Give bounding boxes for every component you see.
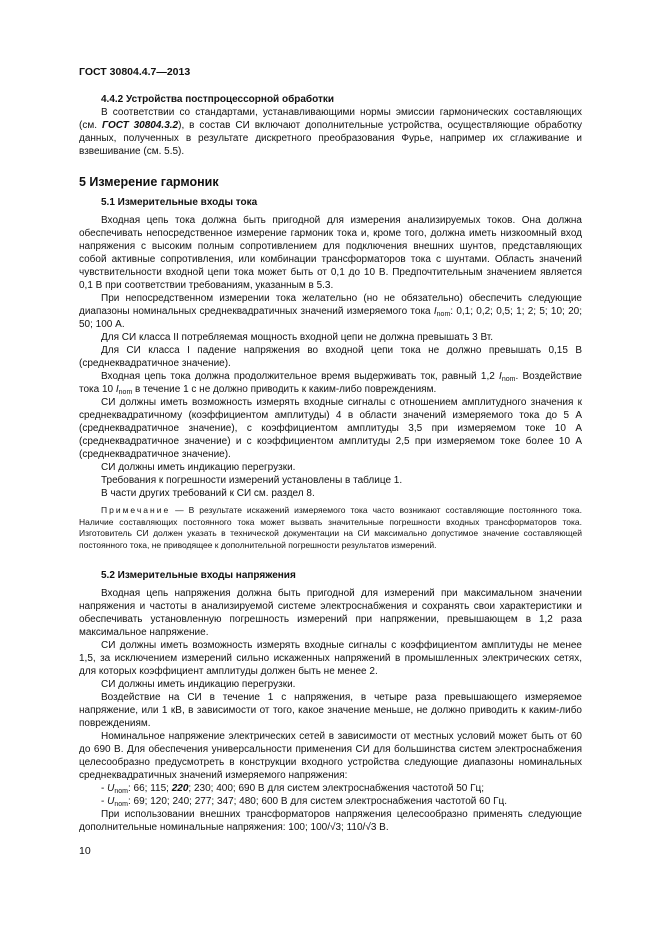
text-run: : 66; 115; xyxy=(127,783,172,794)
paragraph: При использовании внешних трансформаторов напряжения целесообразно применять следующие дополнительные номинальные напряжения: 100; 100/√3; 110/√3 В. xyxy=(79,809,582,833)
document-header: ГОСТ 30804.4.7—2013 xyxy=(79,66,191,78)
bullet-mark: - xyxy=(101,796,105,807)
subscript-nom: nom xyxy=(436,311,451,318)
section-4-4-2-title: 4.4.2 Устройства постпроцессорной обработки xyxy=(101,94,335,105)
list-item xyxy=(79,795,582,808)
note-text: — В результате искажений измеряемого тока часто возникают составляющие постоянного тока. Наличие составляющих постоянного тока может вызвать значительные погрешности входных трансформаторов тока. Изготовитель СИ должен указать в технической документации на СИ максимально допустимое значение составляющей постоянного тока, не приводящее к дополнительной погрешности результатов измерений. xyxy=(79,505,582,550)
page-number: 10 xyxy=(79,845,91,857)
paragraph: Входная цепь напряжения должна быть пригодной для измерений при максимальном значении напряжения и частоты в анализируемой системе электроснабжения и сохранять свои характеристики и обеспечивать установленную погрешность измерений при напряжении, превышающем в 1,2 раза максимальное напряжение. xyxy=(79,588,582,638)
section-5-2-title: 5.2 Измерительные входы напряжения xyxy=(101,570,296,581)
note-label: Примечание xyxy=(101,505,171,515)
variable-i: I xyxy=(115,384,119,395)
variable-i: I xyxy=(499,371,502,382)
section-5-1 xyxy=(79,196,582,551)
paragraph: Входная цепь тока должна быть пригодной для измерения анализируемых токов. Она должна обеспечивать непосредственное измерение гармоник тока и, кроме того, должна иметь низкоомный вход напряжения с высоким полным сопротивлением для подключения внешних шунтов, представляющих собой активные сопротивления, или комбинации трансформаторов тока с шунтами. Область значений чувствительности входной цепи тока может быть от 0,1 до 10 В. Предпочтительным значением является 0,1 В при соответствии требованиям, указанным в 5.3. xyxy=(79,215,582,291)
paragraph: СИ должны иметь возможность измерять входные сигналы с коэффициентом амплитуды не менее 1,5, за исключением измерений сильно искаженных напряжений в промышленных электрических сетях, для которых коэффициент амплитуды должен быть не менее 2. xyxy=(79,640,582,677)
paragraph xyxy=(79,292,582,331)
text-run: Входная цепь тока должна продолжительное время выдерживать ток, равный 1,2 xyxy=(101,371,500,382)
paragraph: СИ должны иметь возможность измерять входные сигналы с отношением амплитудного значения к среднеквадратичному (коэффициентом амплитуды) 4 в области значений измеряемого тока до 5 А (среднеквадратичное значение), с коэффициентом амплитуды 3,5 при измеряемом токе 10 А (среднеквадратичное значение) и с коэффициентом амплитуды 2,5 при измеряемом токе более 10 А (среднеквадратичное значение). xyxy=(79,397,582,460)
paragraph: Воздействие на СИ в течение 1 с напряжения, в четыре раза превышающего измеряемое напряжение, или 1 кВ, в зависимости от того, какое значение меньше, не должно приводить к каким-либо повреждениям. xyxy=(79,692,582,729)
section-5-1-title: 5.1 Измерительные входы тока xyxy=(101,197,258,208)
text-run: в течение 1 с не должно приводить к каким-либо повреждениям. xyxy=(132,384,437,395)
bullet-mark: - xyxy=(101,783,105,794)
section-5-title: 5 Измерение гармоник xyxy=(79,175,219,189)
paragraph: СИ должны иметь индикацию перегрузки. xyxy=(101,679,296,690)
text-run: . Воздействие тока 10 xyxy=(79,371,582,395)
section-4-4-2 xyxy=(79,93,582,158)
section-5-2 xyxy=(79,569,582,834)
paragraph: В части других требований к СИ см. раздел 8. xyxy=(101,488,315,499)
subscript-nom: nom xyxy=(114,801,128,808)
subscript-nom: nom xyxy=(118,389,133,396)
subscript-nom: nom xyxy=(501,376,516,383)
note-paragraph xyxy=(79,505,582,551)
text-run: При непосредственном измерении тока желательно (но не обязательно) обеспечить следующие диапазоны номинальных среднеквадратичных значений измеряемого тока xyxy=(79,293,582,317)
text-run: ; 230; 400; 690 В для систем электроснабжения частотой 50 Гц; xyxy=(188,783,485,794)
list-item xyxy=(79,782,582,795)
text-run: ), в состав СИ включают дополнительные устройства, осуществляющие обработку данных, полученных в результате дискретного преобразования Фурье, например их сглаживание и взвешивание (см. 5.5). xyxy=(79,120,583,157)
paragraph xyxy=(79,370,582,396)
paragraph: Требования к погрешности измерений установлены в таблице 1. xyxy=(101,475,403,486)
emphasized-value: 220 xyxy=(171,783,189,794)
section-4-4-2-paragraph xyxy=(79,106,582,158)
standard-reference: ГОСТ 30804.3.2 xyxy=(101,120,179,131)
variable-u: U xyxy=(107,796,115,807)
note xyxy=(79,505,582,551)
text-run: В соответствии со стандартами, устанавливающими нормы эмиссии гармонических составляющих (см. xyxy=(79,107,582,131)
text-run: : 69; 120; 240; 277; 347; 480; 600 В для систем электроснабжения частотой 60 Гц. xyxy=(127,796,507,807)
text-run: : 0,1; 0,2; 0,5; 1; 2; 5; 10; 20; 50; 100 А. xyxy=(79,306,582,330)
paragraph: СИ должны иметь индикацию перегрузки. xyxy=(101,462,296,473)
paragraph: Для СИ класса II потребляемая мощность входной цепи не должна превышать 3 Вт. xyxy=(101,332,494,343)
variable-u: U xyxy=(107,783,115,794)
paragraph: Номинальное напряжение электрических сетей в зависимости от местных условий может быть от 60 до 690 В. Для обеспечения универсальности применения СИ для большинства систем электроснабжения целесообразно предусмотреть в конструкции входного устройства следующие диапазоны номинальных среднеквадратичных значений измеряемого напряжения: xyxy=(79,731,582,781)
variable-i: I xyxy=(433,306,437,317)
subscript-nom: nom xyxy=(114,788,128,795)
paragraph: Для СИ класса I падение напряжения во входной цепи тока не должно превышать 0,15 В (среднеквадратичное значение). xyxy=(79,345,582,369)
